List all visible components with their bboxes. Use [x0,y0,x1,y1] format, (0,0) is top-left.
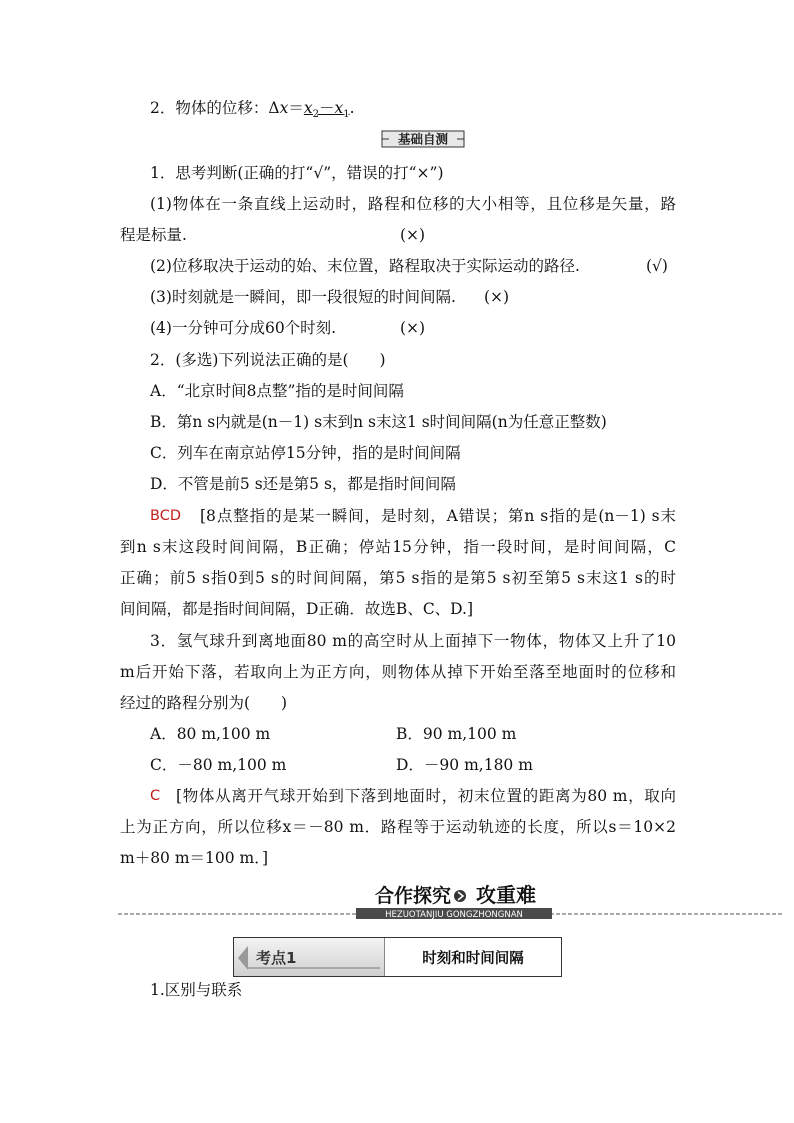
q3-explanation-3: m＋80 m＝100 m．] [120,849,269,867]
q3-stem-2: m后开始下落，若取向上为正方向，则物体从掉下开始至落至地面时的位移和 [120,663,676,681]
formula-x1: x [334,99,344,117]
q3-stem-1: 3．氢气球升到离地面80 m的高空时从上面掉下一物体，物体又上升了10 [150,632,676,650]
q3-option-a: A．80 m,100 m [150,725,271,743]
q3-answer: C [150,788,161,804]
q1-item-2: (2)位移取决于运动的始、末位置，路程取决于实际运动的路径. [150,257,580,275]
formula-sub2: 2 [312,109,319,121]
q1-item-4-mark: (×) [400,319,426,337]
formula-x: x [279,99,289,117]
q1-item-1-mark: (×) [400,226,426,244]
kaodian-label: 考点1 [256,949,297,967]
q3-stem-3: 经过的路程分别为( ) [120,694,288,712]
q2-title: 2．(多选)下列说法正确的是( ) [150,351,386,369]
q1-title: 1．思考判断(正确的打“√”，错误的打“×”) [150,164,444,182]
q2-explanation-1: [8点整指的是某一瞬间，是时刻，A错误；第n s指的是(n－1) s末 [200,507,676,525]
section-badge [381,130,465,148]
q3-option-d: D．－90 m,180 m [396,756,533,774]
banner-title-a: 合作探究 [374,885,452,907]
q1-item-3: (3)时刻就是一瞬间，即一段很短的时间间隔. [150,288,456,306]
section-badge-text: 基础自测 [397,131,449,147]
formula-minus: － [318,99,335,117]
q1-item-3-mark: (×) [484,288,510,306]
formula-end: . [349,99,355,117]
formula-rhs [303,99,350,121]
q1-item-1-line-a: (1)物体在一条直线上运动时，路程和位移的大小相等，且位移是矢量，路 [150,195,676,213]
q3-explanation-2: 上为正方向，所以位移x＝－80 m．路程等于运动轨迹的长度，所以s＝10×2 [120,818,676,836]
kaodian-title: 时刻和时间间隔 [422,951,524,967]
q1-item-4: (4)一分钟可分成60个时刻. [150,319,337,337]
q1-item-1-line-b: 程是标量. [120,226,187,244]
kaodian-box [233,937,562,977]
q3-option-b: B．90 m,100 m [396,725,517,743]
kaodian-label-panel [234,938,385,976]
q2-explanation-3: 正确；前5 s指0到5 s的时间间隔，第5 s指的是第5 s初至第5 s末这1 s的时 [120,569,676,587]
banner-title-b: 攻重难 [476,883,536,907]
q2-answer: BCD [150,508,181,524]
q1-item-2-mark: (√) [646,257,668,275]
q2-explanation-2: 到n s末这段时间间隔，B正确；停站15分钟，指一段时间，是时间间隔，C [120,538,676,556]
section-heading: 1.区别与联系 [150,981,243,999]
section-banner [118,882,782,922]
q3-option-c: C．－80 m,100 m [150,756,287,774]
q2-option-c: C．列车在南京站停15分钟，指的是时间间隔 [150,444,461,462]
banner-pinyin: HEZUOTANJIU GONGZHONGNAN [385,910,523,920]
formula-eq: ＝ [288,99,304,117]
q2-option-b: B．第n s内就是(n－1) s末到n s末这1 s时间间隔(n为任意正整数) [150,413,607,431]
q2-explanation-4: 间间隔，都是指时间间隔，D正确．故选B、C、D.] [120,600,474,618]
q2-option-a: A．“北京时间8点整”指的是时间间隔 [150,382,404,400]
q2-option-d: D．不管是前5 s还是第5 s，都是指时间间隔 [150,475,456,493]
formula-prefix: 2．物体的位移：Δ [150,99,280,117]
formula-sub1: 1 [343,109,350,121]
formula-x2: x [303,99,313,117]
q3-explanation-1: [物体从离开气球开始到下落到地面时，初末位置的距离为80 m，取向 [176,787,676,805]
displacement-formula-line [150,98,355,125]
